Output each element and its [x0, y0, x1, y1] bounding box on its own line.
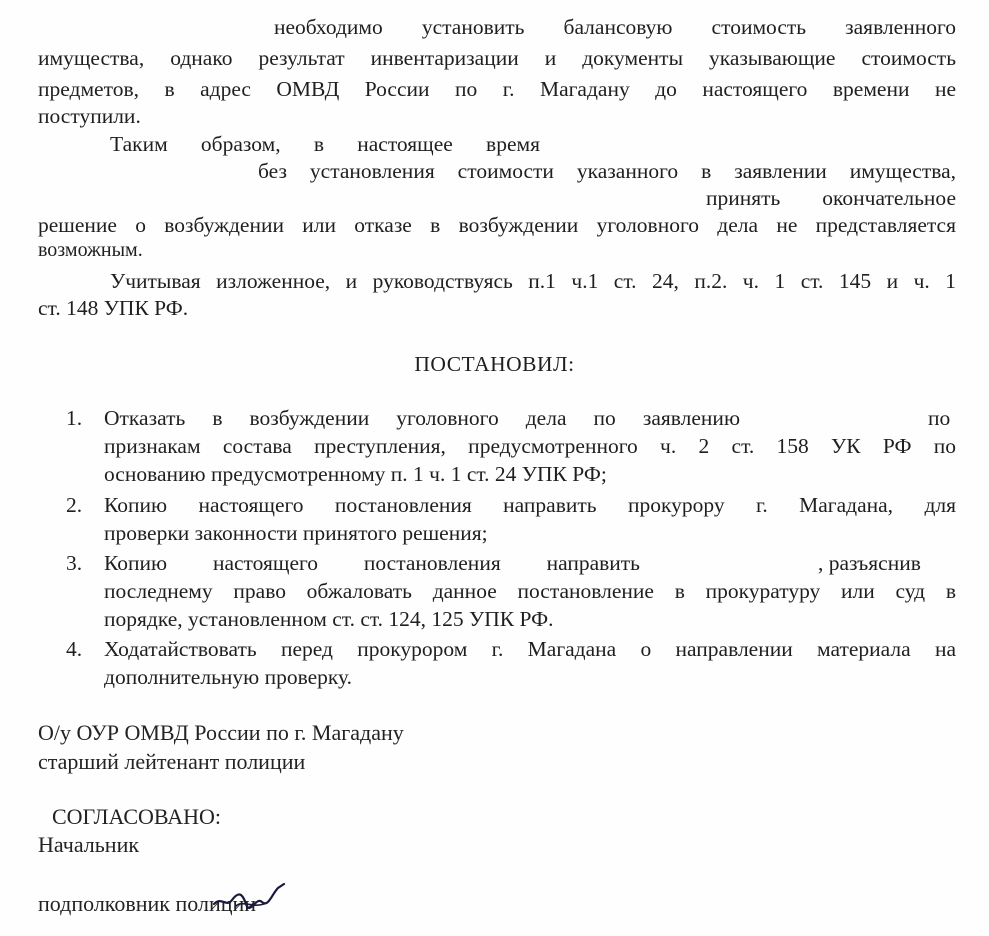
- paragraph-1-line-3: предметов, в адрес ОМВД России по г. Магадану до настоящего времени не: [38, 77, 956, 101]
- item-3-line-1-end: , разъяснив: [818, 551, 921, 575]
- item-4-line-2: дополнительную проверку.: [104, 665, 353, 689]
- item-4-line-1: Ходатайствовать перед прокурором г. Магадана о направлении материала на: [104, 637, 956, 661]
- chief-label: Начальник: [38, 832, 140, 857]
- paragraph-2-line-5: возможным.: [38, 239, 143, 261]
- paragraph-2-line-4: решение о возбуждении или отказе в возбуждении уголовного дела не представляется: [38, 213, 956, 237]
- signer-position-line-2: старший лейтенант полиции: [38, 749, 306, 774]
- item-1-line-3: основанию предусмотренному п. 1 ч. 1 ст. 24 УПК РФ;: [104, 462, 607, 486]
- item-3-line-1: Копию настоящего постановления направить: [104, 551, 640, 575]
- paragraph-2-line-3: принять окончательное: [706, 186, 956, 210]
- item-3-number: 3.: [66, 551, 83, 575]
- agreed-label: СОГЛАСОВАНО:: [52, 804, 221, 829]
- item-1-line-1-end: по: [928, 406, 951, 430]
- paragraph-3-line-1: Учитывая изложенное, и руководствуясь п.1 ч.1 ст. 24, п.2. ч. 1 ст. 145 и ч. 1: [110, 269, 956, 293]
- paragraph-1-line-1: необходимо установить балансовую стоимость заявленного: [274, 15, 956, 39]
- paragraph-2-line-2: без установления стоимости указанного в заявлении имущества,: [258, 159, 956, 183]
- handwritten-signature: [212, 882, 292, 914]
- resolution-heading: ПОСТАНОВИЛ:: [414, 352, 575, 376]
- paragraph-2-line-1: Таким образом, в настоящее время: [110, 132, 540, 156]
- item-2-line-2: проверки законности принятого решения;: [104, 521, 488, 545]
- item-3-line-3: порядке, установленном ст. ст. 124, 125 УПК РФ.: [104, 607, 554, 631]
- chief-rank: подполковник полиции: [38, 891, 257, 916]
- paragraph-1-line-2: имущества, однако результат инвентаризации и документы указывающие стоимость: [38, 46, 956, 70]
- signer-position-line-1: О/у ОУР ОМВД России по г. Магадану: [38, 720, 404, 745]
- item-1-line-2: признакам состава преступления, предусмотренного ч. 2 ст. 158 УК РФ по: [104, 434, 956, 458]
- item-1-line-1: Отказать в возбуждении уголовного дела по заявлению: [104, 406, 740, 430]
- paragraph-3-line-2: ст. 148 УПК РФ.: [38, 296, 189, 320]
- item-3-line-2: последнему право обжаловать данное постановление в прокуратуру или суд в: [104, 579, 956, 603]
- paragraph-1-line-4: поступили.: [38, 104, 141, 128]
- item-1-number: 1.: [66, 406, 83, 430]
- item-2-line-1: Копию настоящего постановления направить прокурору г. Магадана, для: [104, 493, 956, 517]
- item-4-number: 4.: [66, 637, 83, 661]
- item-2-number: 2.: [66, 493, 83, 517]
